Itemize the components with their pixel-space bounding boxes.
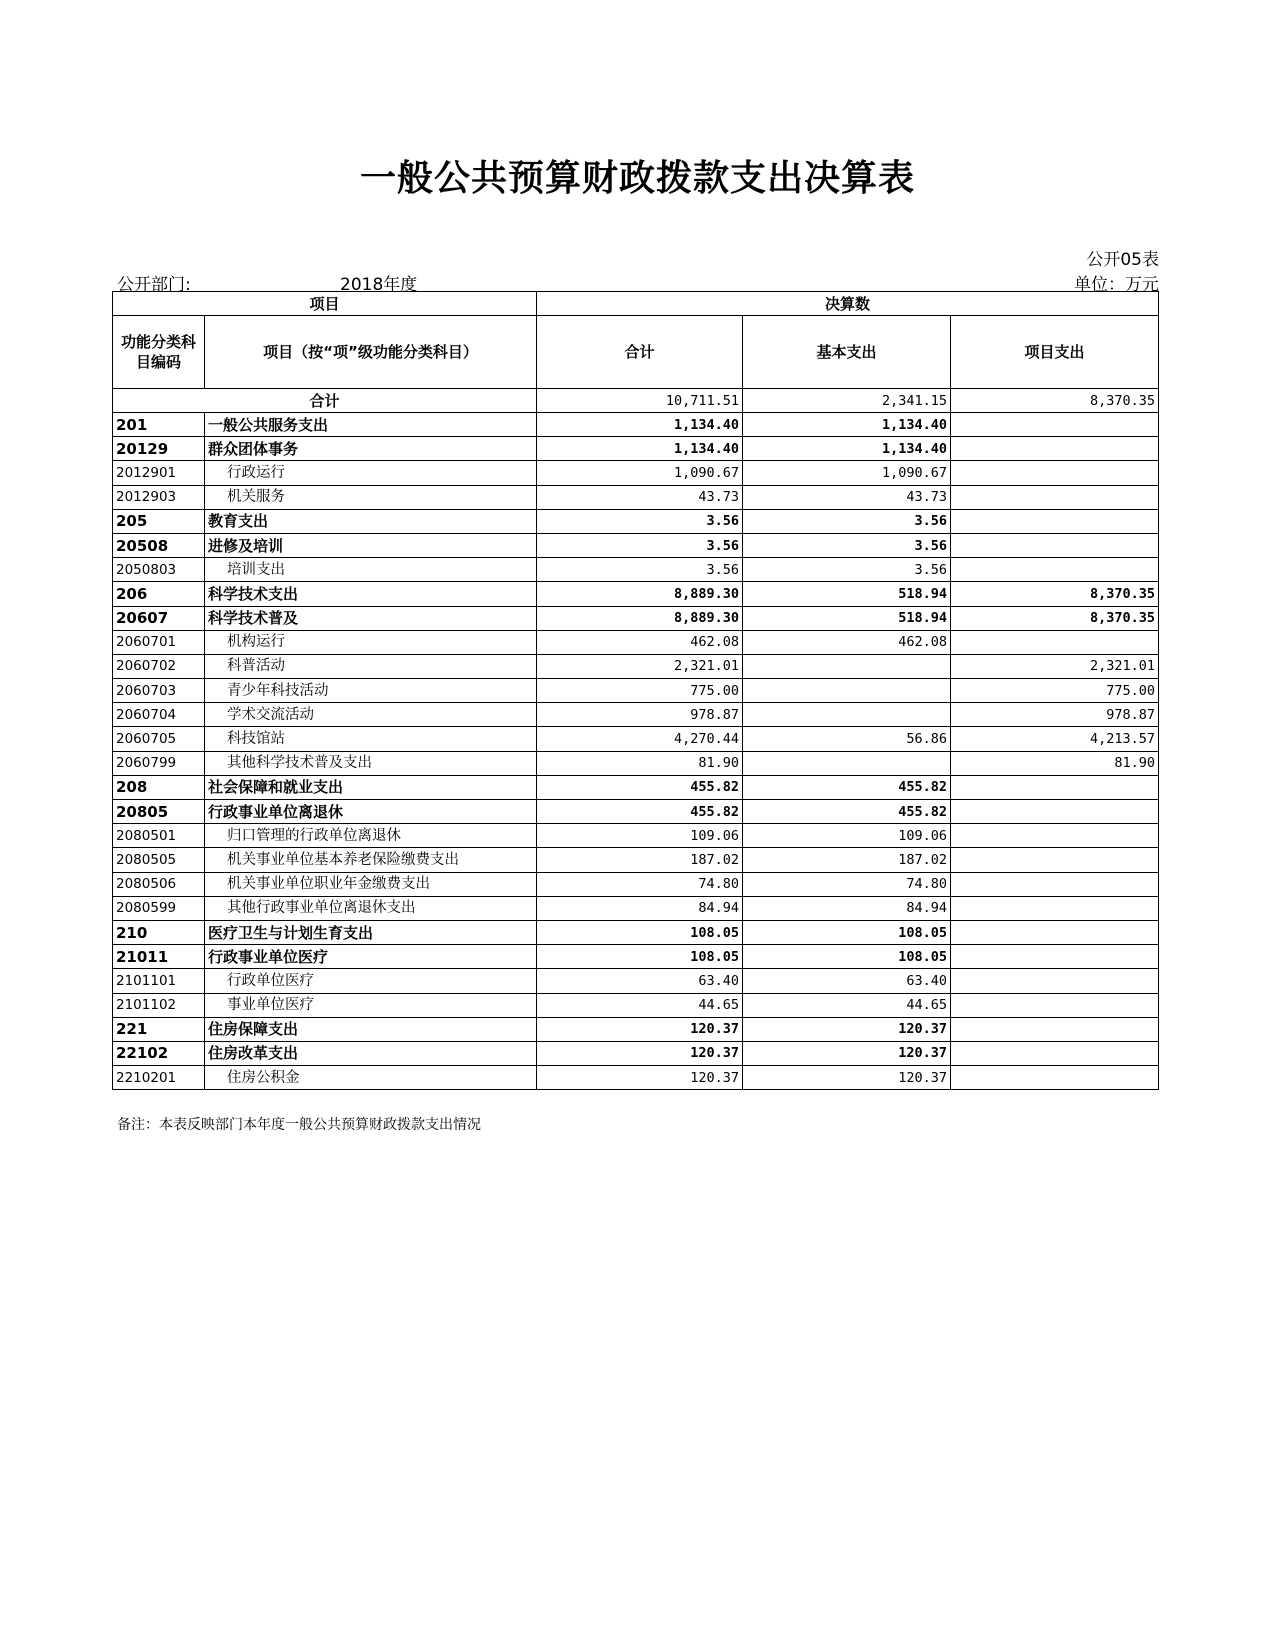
- cell-total: 8,889.30: [537, 606, 743, 630]
- cell-total: 978.87: [537, 703, 743, 727]
- cell-total: 120.37: [537, 1041, 743, 1065]
- cell-basic: 120.37: [743, 1017, 951, 1041]
- cell-project: [951, 993, 1159, 1017]
- total-basic: 2,341.15: [743, 389, 951, 413]
- cell-basic: 3.56: [743, 533, 951, 557]
- cell-name: 行政事业单位离退休: [205, 800, 537, 824]
- cell-basic: 1,134.40: [743, 437, 951, 461]
- cell-project: 8,370.35: [951, 582, 1159, 606]
- cell-total: 120.37: [537, 1066, 743, 1090]
- cell-project: [951, 824, 1159, 848]
- cell-name: 一般公共服务支出: [205, 413, 537, 437]
- cell-project: [951, 558, 1159, 582]
- cell-name: 科学技术支出: [205, 582, 537, 606]
- cell-total: 3.56: [537, 509, 743, 533]
- cell-code: 206: [113, 582, 205, 606]
- cell-basic: 3.56: [743, 558, 951, 582]
- cell-code: 20508: [113, 533, 205, 557]
- cell-basic: 455.82: [743, 800, 951, 824]
- cell-total: 455.82: [537, 775, 743, 799]
- cell-code: 2101102: [113, 993, 205, 1017]
- cell-code: 2012903: [113, 485, 205, 509]
- total-amount: 10,711.51: [537, 389, 743, 413]
- total-label: 合计: [113, 389, 537, 413]
- cell-project: [951, 920, 1159, 944]
- table-row: [113, 533, 1159, 557]
- cell-basic: [743, 751, 951, 775]
- cell-total: 1,090.67: [537, 461, 743, 485]
- cell-name: 住房改革支出: [205, 1041, 537, 1065]
- cell-basic: 462.08: [743, 630, 951, 654]
- budget-table: [112, 291, 1159, 1090]
- cell-name: 行政运行: [205, 461, 537, 485]
- cell-total: 84.94: [537, 896, 743, 920]
- cell-total: 187.02: [537, 848, 743, 872]
- cell-code: 2060799: [113, 751, 205, 775]
- cell-basic: 455.82: [743, 775, 951, 799]
- cell-project: [951, 413, 1159, 437]
- cell-project: [951, 1041, 1159, 1065]
- cell-code: 2080501: [113, 824, 205, 848]
- cell-basic: [743, 703, 951, 727]
- cell-total: 4,270.44: [537, 727, 743, 751]
- cell-name: 青少年科技活动: [205, 679, 537, 703]
- cell-code: 20129: [113, 437, 205, 461]
- header-row-columns: [113, 316, 1159, 389]
- cell-name: 住房公积金: [205, 1066, 537, 1090]
- cell-project: [951, 485, 1159, 509]
- cell-project: 4,213.57: [951, 727, 1159, 751]
- cell-name: 机关事业单位基本养老保险缴费支出: [205, 848, 537, 872]
- page-title: 一般公共预算财政拨款支出决算表: [359, 158, 915, 199]
- cell-project: 2,321.01: [951, 654, 1159, 678]
- cell-basic: 84.94: [743, 896, 951, 920]
- cell-code: 201: [113, 413, 205, 437]
- cell-project: [951, 872, 1159, 896]
- table-row: [113, 606, 1159, 630]
- cell-total: 43.73: [537, 485, 743, 509]
- cell-code: 2080506: [113, 872, 205, 896]
- cell-code: 205: [113, 509, 205, 533]
- table-row: [113, 872, 1159, 896]
- cell-basic: 3.56: [743, 509, 951, 533]
- footnote: 备注：本表反映部门本年度一般公共预算财政拨款支出情况: [117, 1117, 481, 1133]
- table-row: [113, 775, 1159, 799]
- cell-name: 机关事业单位职业年金缴费支出: [205, 872, 537, 896]
- cell-basic: 44.65: [743, 993, 951, 1017]
- cell-project: [951, 437, 1159, 461]
- table-row: [113, 969, 1159, 993]
- cell-code: 2060703: [113, 679, 205, 703]
- cell-code: 2050803: [113, 558, 205, 582]
- cell-name: 其他行政事业单位离退休支出: [205, 896, 537, 920]
- cell-code: 2210201: [113, 1066, 205, 1090]
- table-row: [113, 751, 1159, 775]
- table-row: [113, 1066, 1159, 1090]
- cell-name: 归口管理的行政单位离退休: [205, 824, 537, 848]
- table-row: [113, 437, 1159, 461]
- table-row: [113, 485, 1159, 509]
- cell-basic: 74.80: [743, 872, 951, 896]
- cell-total: 108.05: [537, 945, 743, 969]
- unit-label: 单位：万元: [1074, 275, 1159, 295]
- table-row: [113, 558, 1159, 582]
- cell-project: [951, 896, 1159, 920]
- header-item: 项目: [113, 292, 537, 316]
- cell-name: 行政单位医疗: [205, 969, 537, 993]
- cell-total: 3.56: [537, 558, 743, 582]
- header-item-name: 项目（按“项”级功能分类科目）: [205, 316, 537, 389]
- cell-code: 2101101: [113, 969, 205, 993]
- cell-name: 住房保障支出: [205, 1017, 537, 1041]
- table-row: [113, 824, 1159, 848]
- cell-code: 2080505: [113, 848, 205, 872]
- cell-total: 775.00: [537, 679, 743, 703]
- cell-code: 2060701: [113, 630, 205, 654]
- cell-project: [951, 775, 1159, 799]
- table-row: [113, 654, 1159, 678]
- cell-total: 455.82: [537, 800, 743, 824]
- cell-name: 群众团体事务: [205, 437, 537, 461]
- table-row: [113, 1017, 1159, 1041]
- cell-code: 210: [113, 920, 205, 944]
- cell-name: 教育支出: [205, 509, 537, 533]
- table-row: [113, 582, 1159, 606]
- cell-name: 培训支出: [205, 558, 537, 582]
- cell-total: 81.90: [537, 751, 743, 775]
- cell-name: 科学技术普及: [205, 606, 537, 630]
- cell-basic: 518.94: [743, 582, 951, 606]
- cell-project: [951, 848, 1159, 872]
- table-row: [113, 509, 1159, 533]
- cell-project: [951, 1017, 1159, 1041]
- table-row: [113, 848, 1159, 872]
- cell-project: [951, 630, 1159, 654]
- cell-basic: 120.37: [743, 1066, 951, 1090]
- cell-code: 2012901: [113, 461, 205, 485]
- table-row: [113, 896, 1159, 920]
- table-row: [113, 630, 1159, 654]
- table-row: [113, 461, 1159, 485]
- cell-basic: 187.02: [743, 848, 951, 872]
- cell-basic: 518.94: [743, 606, 951, 630]
- header-final: 决算数: [537, 292, 1159, 316]
- cell-total: 1,134.40: [537, 437, 743, 461]
- cell-basic: 63.40: [743, 969, 951, 993]
- cell-name: 社会保障和就业支出: [205, 775, 537, 799]
- cell-name: 学术交流活动: [205, 703, 537, 727]
- cell-basic: 1,090.67: [743, 461, 951, 485]
- table-row: [113, 993, 1159, 1017]
- cell-total: 3.56: [537, 533, 743, 557]
- cell-total: 74.80: [537, 872, 743, 896]
- total-row: [113, 389, 1159, 413]
- cell-project: 978.87: [951, 703, 1159, 727]
- cell-code: 2060704: [113, 703, 205, 727]
- cell-basic: [743, 654, 951, 678]
- table-row: [113, 920, 1159, 944]
- cell-basic: 108.05: [743, 920, 951, 944]
- cell-code: 20805: [113, 800, 205, 824]
- cell-basic: 43.73: [743, 485, 951, 509]
- cell-project: 81.90: [951, 751, 1159, 775]
- cell-project: [951, 1066, 1159, 1090]
- cell-code: 221: [113, 1017, 205, 1041]
- cell-basic: 1,134.40: [743, 413, 951, 437]
- cell-total: 108.05: [537, 920, 743, 944]
- cell-project: [951, 800, 1159, 824]
- cell-total: 1,134.40: [537, 413, 743, 437]
- cell-basic: 56.86: [743, 727, 951, 751]
- header-total: 合计: [537, 316, 743, 389]
- table-row: [113, 703, 1159, 727]
- cell-project: [951, 509, 1159, 533]
- cell-total: 120.37: [537, 1017, 743, 1041]
- cell-basic: 120.37: [743, 1041, 951, 1065]
- cell-code: 22102: [113, 1041, 205, 1065]
- table-row: [113, 727, 1159, 751]
- fiscal-year: 2018年度: [340, 275, 418, 295]
- cell-code: 208: [113, 775, 205, 799]
- cell-basic: [743, 679, 951, 703]
- table-row: [113, 1041, 1159, 1065]
- table-row: [113, 945, 1159, 969]
- cell-total: 44.65: [537, 993, 743, 1017]
- cell-total: 109.06: [537, 824, 743, 848]
- cell-project: [951, 945, 1159, 969]
- cell-basic: 109.06: [743, 824, 951, 848]
- cell-project: 8,370.35: [951, 606, 1159, 630]
- cell-code: 2060705: [113, 727, 205, 751]
- cell-project: [951, 969, 1159, 993]
- cell-name: 机构运行: [205, 630, 537, 654]
- cell-total: 8,889.30: [537, 582, 743, 606]
- header-row-group: [113, 292, 1159, 316]
- cell-name: 事业单位医疗: [205, 993, 537, 1017]
- cell-code: 20607: [113, 606, 205, 630]
- table-row: [113, 800, 1159, 824]
- cell-project: 775.00: [951, 679, 1159, 703]
- cell-basic: 108.05: [743, 945, 951, 969]
- form-number: 公开05表: [1086, 250, 1159, 270]
- cell-code: 2060702: [113, 654, 205, 678]
- table-row: [113, 679, 1159, 703]
- table-row: [113, 413, 1159, 437]
- cell-name: 其他科学技术普及支出: [205, 751, 537, 775]
- department-label: 公开部门:: [117, 275, 191, 295]
- cell-code: 21011: [113, 945, 205, 969]
- header-project: 项目支出: [951, 316, 1159, 389]
- header-code: 功能分类科目编码: [113, 316, 205, 389]
- cell-total: 462.08: [537, 630, 743, 654]
- cell-project: [951, 461, 1159, 485]
- header-basic: 基本支出: [743, 316, 951, 389]
- cell-name: 医疗卫生与计划生育支出: [205, 920, 537, 944]
- cell-code: 2080599: [113, 896, 205, 920]
- cell-name: 行政事业单位医疗: [205, 945, 537, 969]
- cell-name: 机关服务: [205, 485, 537, 509]
- cell-project: [951, 533, 1159, 557]
- cell-name: 科普活动: [205, 654, 537, 678]
- cell-total: 63.40: [537, 969, 743, 993]
- cell-total: 2,321.01: [537, 654, 743, 678]
- cell-name: 进修及培训: [205, 533, 537, 557]
- total-project: 8,370.35: [951, 389, 1159, 413]
- cell-name: 科技馆站: [205, 727, 537, 751]
